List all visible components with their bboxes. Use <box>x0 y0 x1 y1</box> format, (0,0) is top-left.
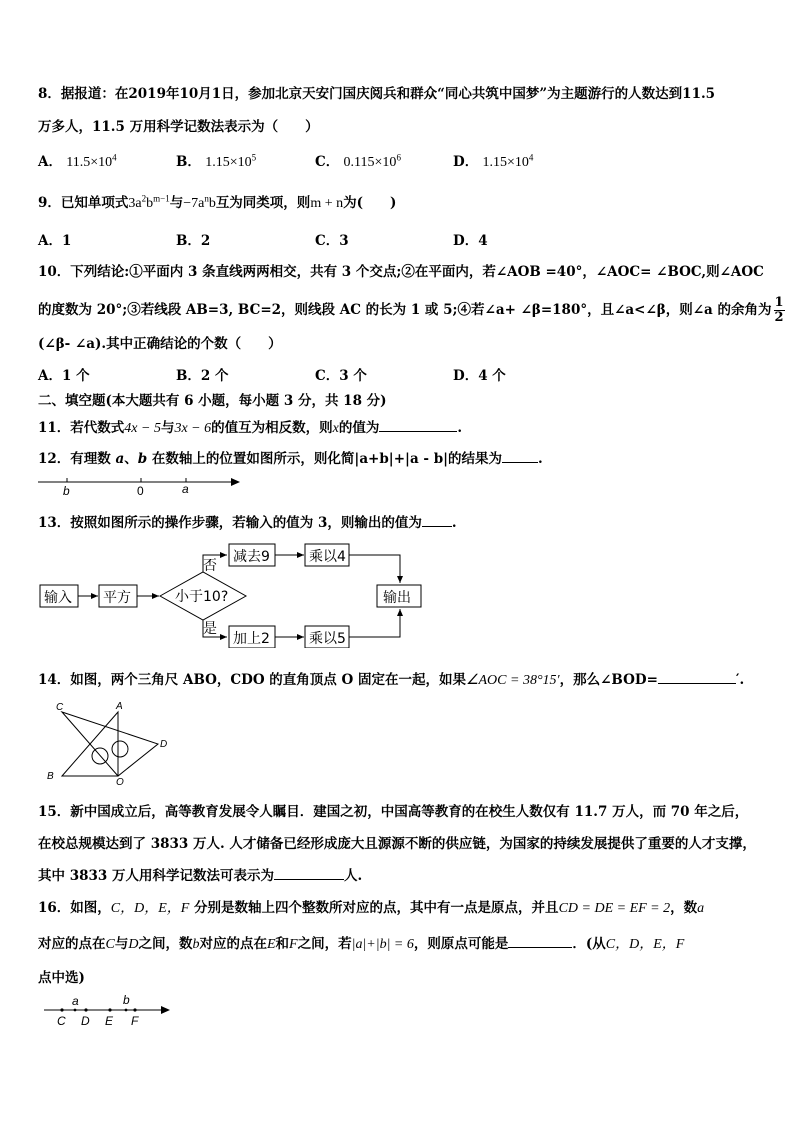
point-c <box>60 1008 63 1011</box>
fraction-numerator: 1 <box>774 295 784 310</box>
q8-option-b <box>176 150 256 171</box>
q9-option-b: B．2 <box>176 233 211 249</box>
q10-fraction <box>774 296 785 325</box>
q15-line2: 在校总规模达到了 3833 万人. 人才储备已经形成庞大且源源不断的供应链，为国家的持续发展提供了重要的人才支撑， <box>38 836 756 852</box>
q16-text: 对应的点在 <box>38 936 106 952</box>
option-label: C． <box>315 154 340 170</box>
q10-option-b: B．2 个 <box>176 368 229 384</box>
q16-number-line <box>40 994 172 1028</box>
q16-choices: C，D，E，F <box>605 937 685 952</box>
q16-line3: 点中选) <box>38 970 85 986</box>
q10-line2 <box>38 296 787 325</box>
flow-yes-label: 是 <box>203 621 217 637</box>
option-label: B． <box>176 154 201 170</box>
q8-option-a <box>38 150 117 171</box>
label-b: b <box>63 484 70 498</box>
answer-blank[interactable] <box>508 935 572 948</box>
label-b: B <box>47 771 54 782</box>
q10-line2-text: 的度数为 20°;③若线段 AB=3, BC=2，则线段 AC 的长为 1 或 5;④若∠a+ ∠β=180°，且∠a<∠β，则∠a 的余角为 <box>38 302 772 318</box>
flow-arrow <box>349 609 400 637</box>
q9-term2-b: b <box>208 196 216 211</box>
label-f: F <box>131 1014 139 1028</box>
q12-prefix: 12．有理数 <box>38 451 116 467</box>
q16-text: ．(从 <box>572 936 606 952</box>
point-a <box>74 1009 77 1012</box>
flow-condition-label: 小于10? <box>175 589 229 605</box>
q14-prefix: 14．如图，两个三角尺 ABO，CDO 的直角顶点 O 固定在一起，如果 <box>38 672 466 688</box>
section-heading: 二、填空题(本大题共有 6 小题，每小题 3 分，共 18 分) <box>38 393 387 409</box>
q9-term2: −7a <box>183 196 205 211</box>
q12-var-a: a <box>115 451 125 467</box>
q16-text: 与 <box>114 936 129 952</box>
point-b <box>125 1009 128 1012</box>
answer-blank[interactable] <box>379 419 457 432</box>
q12-var-b: b <box>137 451 148 467</box>
flow-square-label: 平方 <box>103 590 131 606</box>
q12-end: . <box>538 451 543 467</box>
option-exponent: 6 <box>396 152 401 163</box>
option-mantissa: 1.15×10 <box>482 155 529 170</box>
flow-output-label: 输出 <box>383 590 411 606</box>
q11-stem <box>38 416 462 437</box>
label-e: E <box>105 1014 114 1028</box>
label-a: a <box>182 482 189 496</box>
q9-option-d: D．4 <box>453 233 488 249</box>
q13-text: 13．按照如图所示的操作步骤，若输入的值为 3，则输出的值为 <box>38 515 422 531</box>
q16-var-b: b <box>192 937 200 952</box>
q16-line2 <box>38 932 684 953</box>
q9-term1: 3a <box>128 196 142 211</box>
q11-mid: 与 <box>160 420 175 436</box>
ruler-hole <box>112 741 128 757</box>
q8-line2: 万多人，11.5 万用科学记数法表示为（ ） <box>38 119 319 135</box>
flow-mul5-label: 乘以5 <box>309 631 346 647</box>
q16-text: 之间，若 <box>297 936 352 952</box>
q9-stem <box>38 191 396 212</box>
q9-term1-b: b <box>146 196 154 211</box>
answer-blank[interactable] <box>502 450 538 463</box>
q9-suffix2: 为( ) <box>343 195 397 211</box>
q16-text: ，数 <box>670 900 698 916</box>
q14-mid: ，那么∠BOD= <box>559 672 658 688</box>
q16-var-a: a <box>697 901 705 916</box>
flow-mul4-label: 乘以4 <box>309 549 346 565</box>
q15-line3-end: 人. <box>343 868 363 884</box>
q8-line1: 8．据报道：在2019年10月1日，参加北京天安门国庆阅兵和群众“同心共筑中国梦”为主题游行的人数达到11.5 <box>38 86 716 102</box>
q9-suffix1: 互为同类项，则 <box>215 195 311 211</box>
q16-point-e: E <box>266 937 276 952</box>
fraction-denominator: 2 <box>774 310 784 325</box>
label-a: a <box>72 994 79 1008</box>
q12-number-line <box>36 472 242 498</box>
q11-end: . <box>457 420 463 436</box>
q9-term1-exp1: 2 <box>141 193 147 204</box>
label-d: D <box>81 1014 90 1028</box>
q9-prefix: 9．已知单项式 <box>38 195 129 211</box>
q10-line1: 10．下列结论:①平面内 3 条直线两两相交，共有 3 个交点;②在平面内，若∠AOB =40°，∠AOC= ∠BOC,则∠AOC <box>38 264 764 280</box>
option-mantissa: 1.15×10 <box>205 155 252 170</box>
label-zero: 0 <box>137 484 144 498</box>
q9-expr: m + n <box>310 196 344 211</box>
option-exponent: 4 <box>112 152 117 163</box>
q16-text: 之间，数 <box>138 936 193 952</box>
q9-option-a: A．1 <box>38 233 72 249</box>
flow-arrow <box>349 555 400 583</box>
option-mantissa: 0.115×10 <box>343 155 397 170</box>
point-f <box>133 1008 136 1011</box>
q16-abs-expression: |a|+|b| = 6 <box>351 937 414 952</box>
q12-rest: 在数轴上的位置如图所示，则化简|a+b|+|a - b|的结果为 <box>147 451 503 467</box>
label-b: b <box>123 994 130 1007</box>
label-c: C <box>56 702 64 713</box>
q10-line3: (∠β- ∠a).其中正确结论的个数（ ） <box>38 336 282 352</box>
q14-stem <box>38 668 744 689</box>
q9-mid: 与 <box>169 195 184 211</box>
q9-option-c: C．3 <box>315 233 349 249</box>
point-e <box>108 1008 111 1011</box>
q16-text: 和 <box>275 936 290 952</box>
q15-line3 <box>38 864 362 884</box>
q16-line1 <box>38 896 704 917</box>
q11-expr1: 4x − 5 <box>124 421 161 436</box>
q11-expr2: 3x − 6 <box>174 421 212 436</box>
flow-no-label: 否 <box>203 558 217 574</box>
q12-stem <box>38 447 543 467</box>
q12-sep: 、 <box>124 451 138 467</box>
option-exponent: 5 <box>251 152 257 163</box>
label-c: C <box>57 1014 66 1028</box>
option-mantissa: 11.5×10 <box>66 155 113 170</box>
q8-option-d <box>453 150 533 171</box>
axis-arrow <box>231 478 240 486</box>
q16-point-c: C <box>105 937 115 952</box>
axis-arrow <box>161 1006 170 1014</box>
q16-text: 16．如图， <box>38 900 111 916</box>
q11-suffix2: 的值为 <box>338 420 380 436</box>
answer-blank[interactable] <box>658 671 736 684</box>
q15-line1: 15．新中国成立后，高等教育发展令人瞩目．建国之初，中国高等教育的在校生人数仅有 11.7 万人，而 70 年之后， <box>38 804 749 820</box>
q14-angle: ∠AOC = 38°15′ <box>465 673 560 688</box>
option-exponent: 4 <box>528 152 534 163</box>
q16-equation: CD = DE = EF = 2 <box>558 901 671 916</box>
q16-text: ，则原点可能是 <box>413 936 509 952</box>
point-d <box>84 1008 87 1011</box>
q11-prefix: 11．若代数式 <box>38 420 125 436</box>
q10-option-d: D．4 个 <box>453 368 506 384</box>
option-label: A． <box>38 154 62 170</box>
q11-var: x <box>332 421 339 436</box>
q16-point-f: F <box>289 937 298 952</box>
q13-end: . <box>451 515 457 531</box>
answer-blank[interactable] <box>422 514 452 527</box>
q16-point-d: D <box>128 937 139 952</box>
q13-flowchart <box>36 538 432 648</box>
flow-add2-label: 加上2 <box>233 631 270 647</box>
q10-option-c: C．3 个 <box>315 368 367 384</box>
label-d: D <box>160 739 168 750</box>
q16-points: C，D，E，F <box>110 901 190 916</box>
answer-blank[interactable] <box>274 867 344 880</box>
q13-stem <box>38 511 457 531</box>
label-o: O <box>116 777 124 786</box>
label-a: A <box>116 701 123 712</box>
q9-term1-exp2: m−1 <box>153 193 170 204</box>
q15-line3-text: 其中 3833 万人用科学记数法可表示为 <box>38 868 274 884</box>
flow-sub9-label: 减去9 <box>233 549 270 565</box>
q14-triangle-figure <box>44 700 174 786</box>
q9-term2-exp: n <box>204 193 209 204</box>
q10-option-a: A．1 个 <box>38 368 90 384</box>
q14-end: ′. <box>735 672 745 688</box>
q16-text: 对应的点在 <box>199 936 267 952</box>
flow-input-label: 输入 <box>44 590 72 606</box>
q11-suffix1: 的值互为相反数，则 <box>211 420 333 436</box>
q8-option-c <box>315 150 401 171</box>
q16-text: 分别是数轴上四个整数所对应的点，其中有一点是原点，并且 <box>189 900 559 916</box>
option-label: D． <box>453 154 479 170</box>
